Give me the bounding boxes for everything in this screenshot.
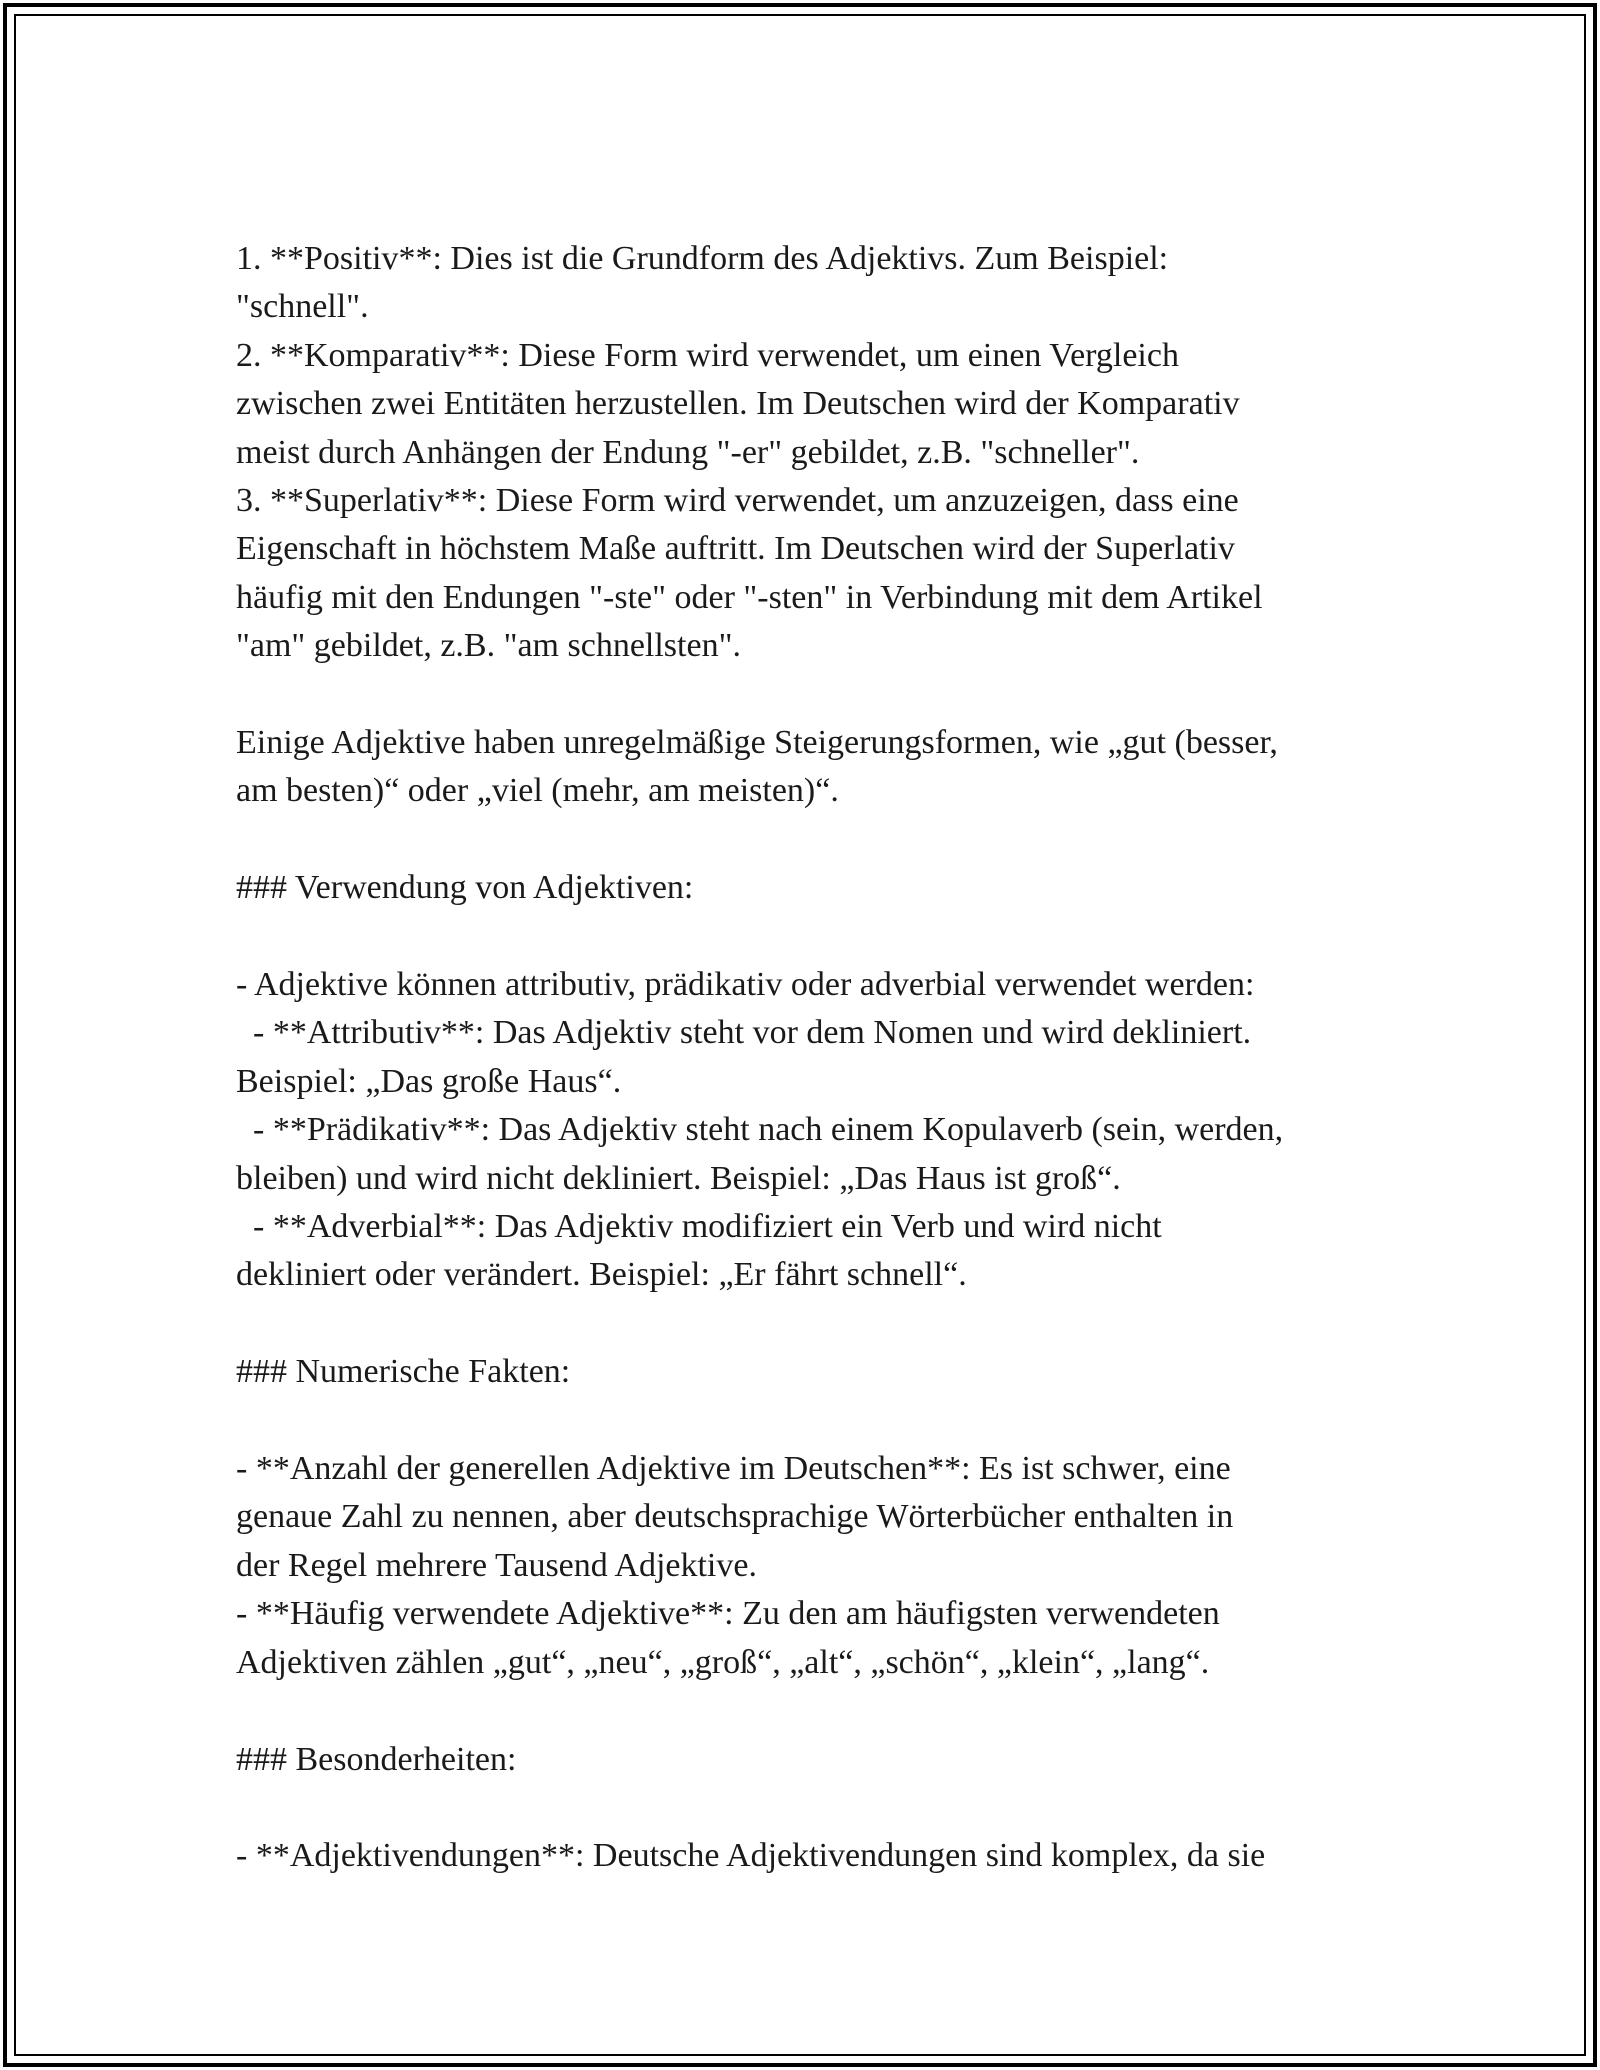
text-line: genaue Zahl zu nennen, aber deutschsprachige Wörterbücher enthalten in: [236, 1498, 1234, 1536]
text-line: zwischen zwei Entitäten herzustellen. Im Deutschen wird der Komparativ: [236, 385, 1240, 423]
text-line: bleiben) und wird nicht dekliniert. Beispiel: „Das Haus ist groß“.: [236, 1159, 1121, 1197]
text-line: Beispiel: „Das große Haus“.: [236, 1062, 622, 1100]
text-line: - **Adverbial**: Das Adjektiv modifiziert ein Verb und wird nicht: [236, 1208, 1162, 1246]
blank-line: [236, 816, 1396, 864]
blank-line: [236, 913, 1396, 961]
text-line: - Adjektive können attributiv, prädikativ oder adverbial verwendet werden:: [236, 966, 1255, 1004]
text-line: Eigenschaft in höchstem Maße auftritt. Im Deutschen wird der Superlativ: [236, 530, 1235, 568]
blank-line: [236, 1687, 1396, 1735]
text-line: - **Prädikativ**: Das Adjektiv steht nach einem Kopulaverb (sein, werden,: [236, 1111, 1284, 1149]
text-line: der Regel mehrere Tausend Adjektive.: [236, 1546, 757, 1584]
text-line: "schnell".: [236, 288, 369, 326]
blank-line: [236, 1397, 1396, 1445]
text-line: - **Attributiv**: Das Adjektiv steht vor dem Nomen und wird dekliniert.: [236, 1014, 1252, 1052]
blank-line: [236, 1784, 1396, 1832]
section-heading: ### Besonderheiten:: [236, 1740, 517, 1778]
text-line: meist durch Anhängen der Endung "-er" gebildet, z.B. "schneller".: [236, 433, 1140, 471]
text-line: häufig mit den Endungen "-ste" oder "-sten" in Verbindung mit dem Artikel: [236, 578, 1263, 616]
section-heading: ### Numerische Fakten:: [236, 1353, 571, 1391]
blank-line: [236, 671, 1396, 719]
text-line: Adjektiven zählen „gut“, „neu“, „groß“, „alt“, „schön“, „klein“, „lang“.: [236, 1643, 1210, 1681]
text-line: - **Anzahl der generellen Adjektive im Deutschen**: Es ist schwer, eine: [236, 1450, 1231, 1488]
section-heading: ### Verwendung von Adjektiven:: [236, 869, 694, 907]
text-line: "am" gebildet, z.B. "am schnellsten".: [236, 627, 741, 665]
text-line: - **Adjektivendungen**: Deutsche Adjektivendungen sind komplex, da sie: [236, 1837, 1266, 1875]
text-line: 2. **Komparativ**: Diese Form wird verwendet, um einen Vergleich: [236, 336, 1179, 374]
text-line: dekliniert oder verändert. Beispiel: „Er fährt schnell“.: [236, 1256, 967, 1294]
document-body: [236, 235, 1396, 1881]
blank-line: [236, 1300, 1396, 1348]
text-line: am besten)“ oder „viel (mehr, am meisten)“.: [236, 772, 839, 810]
text-line: - **Häufig verwendete Adjektive**: Zu den am häufigsten verwendeten: [236, 1595, 1220, 1633]
text-line: Einige Adjektive haben unregelmäßige Steigerungsformen, wie „gut (besser,: [236, 724, 1278, 762]
text-line: 1. **Positiv**: Dies ist die Grundform des Adjektivs. Zum Beispiel:: [236, 240, 1169, 277]
text-line: 3. **Superlativ**: Diese Form wird verwendet, um anzuzeigen, dass eine: [236, 482, 1239, 520]
